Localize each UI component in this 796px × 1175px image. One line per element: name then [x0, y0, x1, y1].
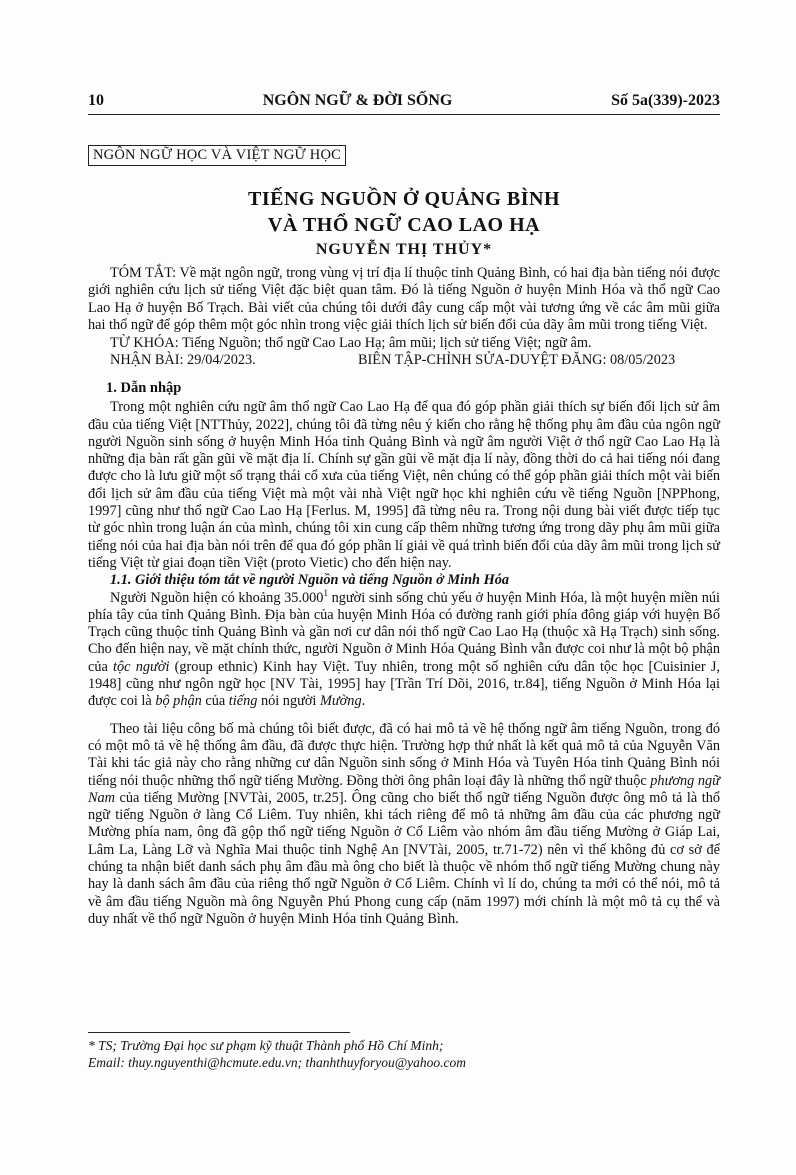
- author-affiliation: * TS; Trường Đại học sư phạm kỹ thuật Thành phố Hồ Chí Minh;: [88, 1038, 444, 1053]
- abstract-text: TÓM TẮT: Về mặt ngôn ngữ, trong vùng vị trí địa lí thuộc tỉnh Quảng Bình, có hai địa bàn tiếng nói được giới nghiên cứu lịch sử tiếng Việt đặc biệt quan tâm. Đó là tiếng Nguồn ở huyện Minh Hóa và thổ ngữ Cao Lao Hạ ở huyện Bố Trạch. Bài viết của chúng tôi dưới đây cung cấp một vài tương ứng về các âm mũi giữa hai thổ ngữ để góp thêm một góc nhìn trong việc giải thích lịch sử biến đổi của dãy âm mũi trong tiếng Việt.: [88, 265, 720, 334]
- article-title-line1: TIẾNG NGUỒN Ở QUẢNG BÌNH: [247, 188, 561, 210]
- received-date: NHẬN BÀI: 29/04/2023.: [110, 352, 256, 369]
- paragraph: Theo tài liệu công bố mà chúng tôi biết được, đã có hai mô tả về hệ thống ngữ âm tiếng Nguồn, trong đó có một mô tả về hệ thống âm đầu, đã được thực hiện. Trường hợp thứ nhất là kết quả mô tả của Nguyễn Văn Tài khi tác giả này cho rằng những cư dân Nguồn sinh sống ở Minh Hóa và Tuyên Hóa tỉnh Quảng Bình nói tiếng nói thuộc những thổ ngữ tiếng Mường. Đồng thời ông phân loại đây là những thổ ngữ thuộc phương ngữ Nam của tiếng Mường [NVTài, 2005, tr.25]. Ông cũng cho biết thổ ngữ tiếng Nguồn được ông mô tả là thổ ngữ tiếng Nguồn ở làng Cổ Liêm. Tuy nhiên, khi tách riêng để mô tả những âm đầu của các phương ngữ Mường phía nam, ông đã gộp thổ ngữ tiếng Nguồn ở Cổ Liêm vào nhóm âm đầu tiếng Mường ở Giáp Lai, Lâm La, Làng Lỡ và Nghĩa Mai thuộc tỉnh Nghệ An [NVTài, 2005, tr.71-72) nên vì thế không đủ cơ sở để chúng ta nhận biết danh sách phụ âm đầu mà ông cho biết là thuộc về nhóm thổ ngữ tiếng Mường chung này hay là danh sách âm đầu của riêng thổ ngữ Nguồn ở Cổ Liêm. Chính vì lí do, chúng ta mới có thể nói, mô tả về âm đầu tiếng Nguồn mà ông Nguyễn Phú Phong cung cấp (năm 1997) mới chính là một mô tả cụ thể và duy nhất về thổ ngữ Nguồn ở huyện Minh Hóa tỉnh Quảng Bình.: [88, 720, 720, 927]
- abstract-block: [88, 265, 720, 369]
- footnote: [88, 1037, 720, 1071]
- dates-row: [88, 352, 720, 369]
- author-name: NGUYỄN THỊ THỦY*: [315, 241, 493, 258]
- page-number: 10: [88, 92, 104, 109]
- paragraph: Người Nguồn hiện có khoảng 35.000$^1$ người sinh sống chủ yếu ở huyện Minh Hóa, là một huyện miền núi phía tây của tỉnh Quảng Bình. Địa bàn của huyện Minh Hóa có đường ranh giới phía đông giáp với huyện Bố Trạch cũng thuộc tỉnh Quảng Bình và gần nơi cư dân nói thổ ngữ Cao Lao Hạ (thuộc xã Hạ Trạch) sinh sống. Cho đến hiện nay, về mặt chính thức, người Nguồn ở Minh Hóa Quảng Bình vẫn được coi như là một bộ phận của tộc người (group ethnic) Kinh hay Việt. Tuy nhiên, trong một số nghiên cứu dân tộc học [Cuisinier J, 1948] cũng như ngôn ngữ học [NV Tài, 1995] hay [Trần Trí Dõi, 2016, tr.84], tiếng Nguồn ở Minh Hóa lại được coi là bộ phận của tiếng nói người Mường.: [88, 587, 720, 710]
- approved-date: BIÊN TẬP-CHỈNH SỬA-DUYỆT ĐĂNG: 08/05/2023: [358, 352, 676, 369]
- article-title-line2: VÀ THỔ NGỮ CAO LAO HẠ: [267, 214, 541, 236]
- subsection-heading: 1.1. Giới thiệu tóm tắt về người Nguồn và tiếng Nguồn ở Minh Hóa: [110, 572, 509, 589]
- section-heading: 1. Dẫn nhập: [106, 380, 182, 396]
- issue-number: Số 5a(339)-2023: [611, 92, 720, 109]
- keywords: TỪ KHÓA: Tiếng Nguồn; thổ ngữ Cao Lao Hạ; âm mũi; lịch sử tiếng Việt; ngữ âm.: [110, 334, 592, 351]
- paragraph: Trong một nghiên cứu ngữ âm thổ ngữ Cao Lao Hạ để qua đó góp phần giải thích sự biến đổi lịch sử âm đầu của tiếng Việt [NTThủy, 2022], chúng tôi đã từng nêu ý kiến cho rằng hệ thống phụ âm đầu của ngôn ngữ người Nguồn sinh sống ở huyện Minh Hóa tỉnh Quảng Bình và ngữ âm người Việt ở thổ ngữ Cao Lao Hạ là những địa bàn rất gần gũi về mặt địa lí. Chính sự gần gũi về mặt địa lí này, đồng thời do cả hai tiếng nói đang được cho là lưu giữ một số trạng thái cổ xưa của tiếng Việt, nên chúng có thể góp phần giải thích một vài biến đổi lịch sử âm đầu của tiếng Việt mà một vài nhà Việt ngữ học khi nghiên cứu về tiếng Nguồn [NPPhong, 1997] cũng như thổ ngữ Cao Lao Hạ [Ferlus. M, 1995] đã từng nêu ra. Trong nội dung bài viết được tiếp tục từ góc nhìn trong luận án của mình, chúng tôi xin cung cấp thêm những tương ứng trong dãy phụ âm mũi giữa tiếng nói của hai địa bàn nói trên để qua đó góp phần lí giải về quá trình biến đổi của dãy âm mũi trong lịch sử tiếng Việt từ giai đoạn tiền Việt (proto Vietic) cho đến hiện nay.: [88, 399, 720, 571]
- journal-name: NGÔN NGỮ & ĐỜI SỐNG: [262, 92, 453, 109]
- running-header: [88, 92, 720, 115]
- footnote-marker: 1: [323, 587, 328, 598]
- article-body: [88, 380, 720, 928]
- section-label: NGÔN NGỮ HỌC VÀ VIỆT NGỮ HỌC: [88, 145, 346, 166]
- author-email: Email: thuy.nguyenthi@hcmute.edu.vn; thanhthuyforyou@yahoo.com: [88, 1055, 466, 1070]
- footnote-divider: [88, 1032, 350, 1033]
